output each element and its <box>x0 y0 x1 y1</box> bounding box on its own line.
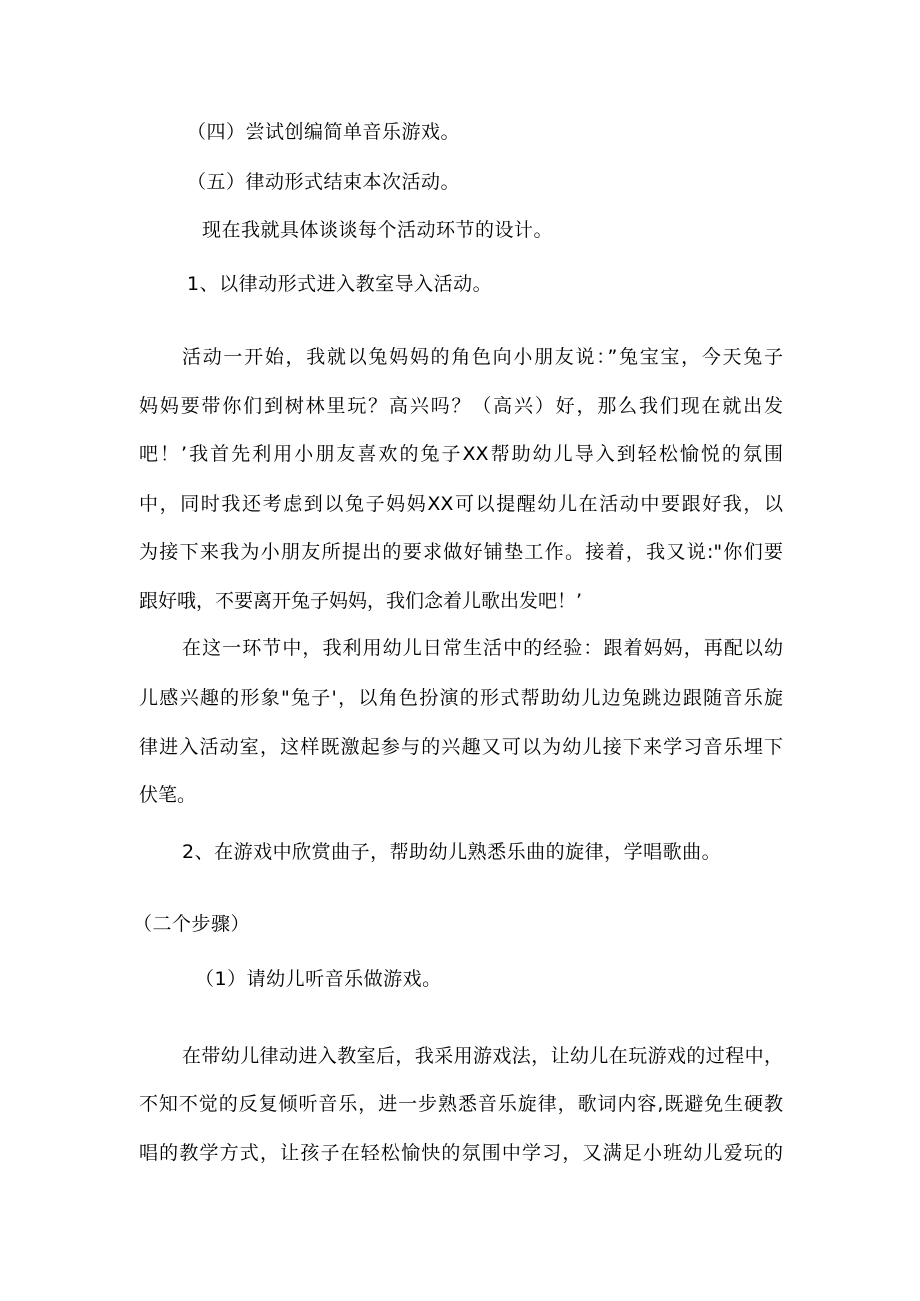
item-four: （四）尝试创编简单音乐游戏。 <box>187 121 461 143</box>
paragraph-line: 儿感兴趣的形象"兔子'，以角色扮演的形式帮助幼儿边兔跳边跟随音乐旋 <box>139 687 783 709</box>
paragraph-line: 唱的教学方式，让孩子在轻松愉快的氛围中学习，又满足小班幼儿爱玩的 <box>139 1142 783 1164</box>
paragraph-line: 中，同时我还考虑到以兔子妈妈XX可以提醒幼儿在活动中要跟好我，以 <box>139 493 783 515</box>
paragraph-line: 妈妈要带你们到树林里玩？高兴吗？（高兴）好，那么我们现在就出发 <box>139 395 783 417</box>
paragraph-line: 律进入活动室，这样既激起参与的兴趣又可以为幼儿接下来学习音乐埋下 <box>139 736 783 758</box>
section-heading-1: 1、以律动形式进入教室导入活动。 <box>187 273 493 295</box>
paragraph-line: 活动一开始，我就以兔妈妈的角色向小朋友说：”兔宝宝，今天兔子 <box>182 346 783 368</box>
paragraph-line: 跟好哦，不要离开兔子妈妈，我们念着儿歌出发吧！’ <box>139 590 583 612</box>
paragraph-line: 不知不觉的反复倾听音乐，进一步熟悉音乐旋律，歌词内容,既避免生硬教 <box>139 1093 783 1115</box>
paragraph-line: 吧！’我首先利用小朋友喜欢的兔子XX帮助幼儿导入到轻松愉悦的氛围 <box>139 443 783 465</box>
steps-note: （二个步骤） <box>133 913 251 935</box>
paragraph-line: 为接下来我为小朋友所提出的要求做好铺垫工作。接着，我又说:"你们要 <box>139 541 783 563</box>
paragraph-line: 在带幼儿律动进入教室后，我采用游戏法，让幼儿在玩游戏的过程中， <box>182 1045 783 1067</box>
paragraph-line: 伏笔。 <box>139 784 197 806</box>
section-heading-2: 2、在游戏中欣赏曲子，帮助幼儿熟悉乐曲的旋律，学唱歌曲。 <box>182 841 722 863</box>
intro-sentence: 现在我就具体谈谈每个活动环节的设计。 <box>202 219 554 241</box>
paragraph-line: 在这一环节中，我利用幼儿日常生活中的经验：跟着妈妈，再配以幼 <box>182 637 783 659</box>
step-one: （1）请幼儿听音乐做游戏。 <box>195 968 442 990</box>
item-five: （五）律动形式结束本次活动。 <box>187 171 461 193</box>
